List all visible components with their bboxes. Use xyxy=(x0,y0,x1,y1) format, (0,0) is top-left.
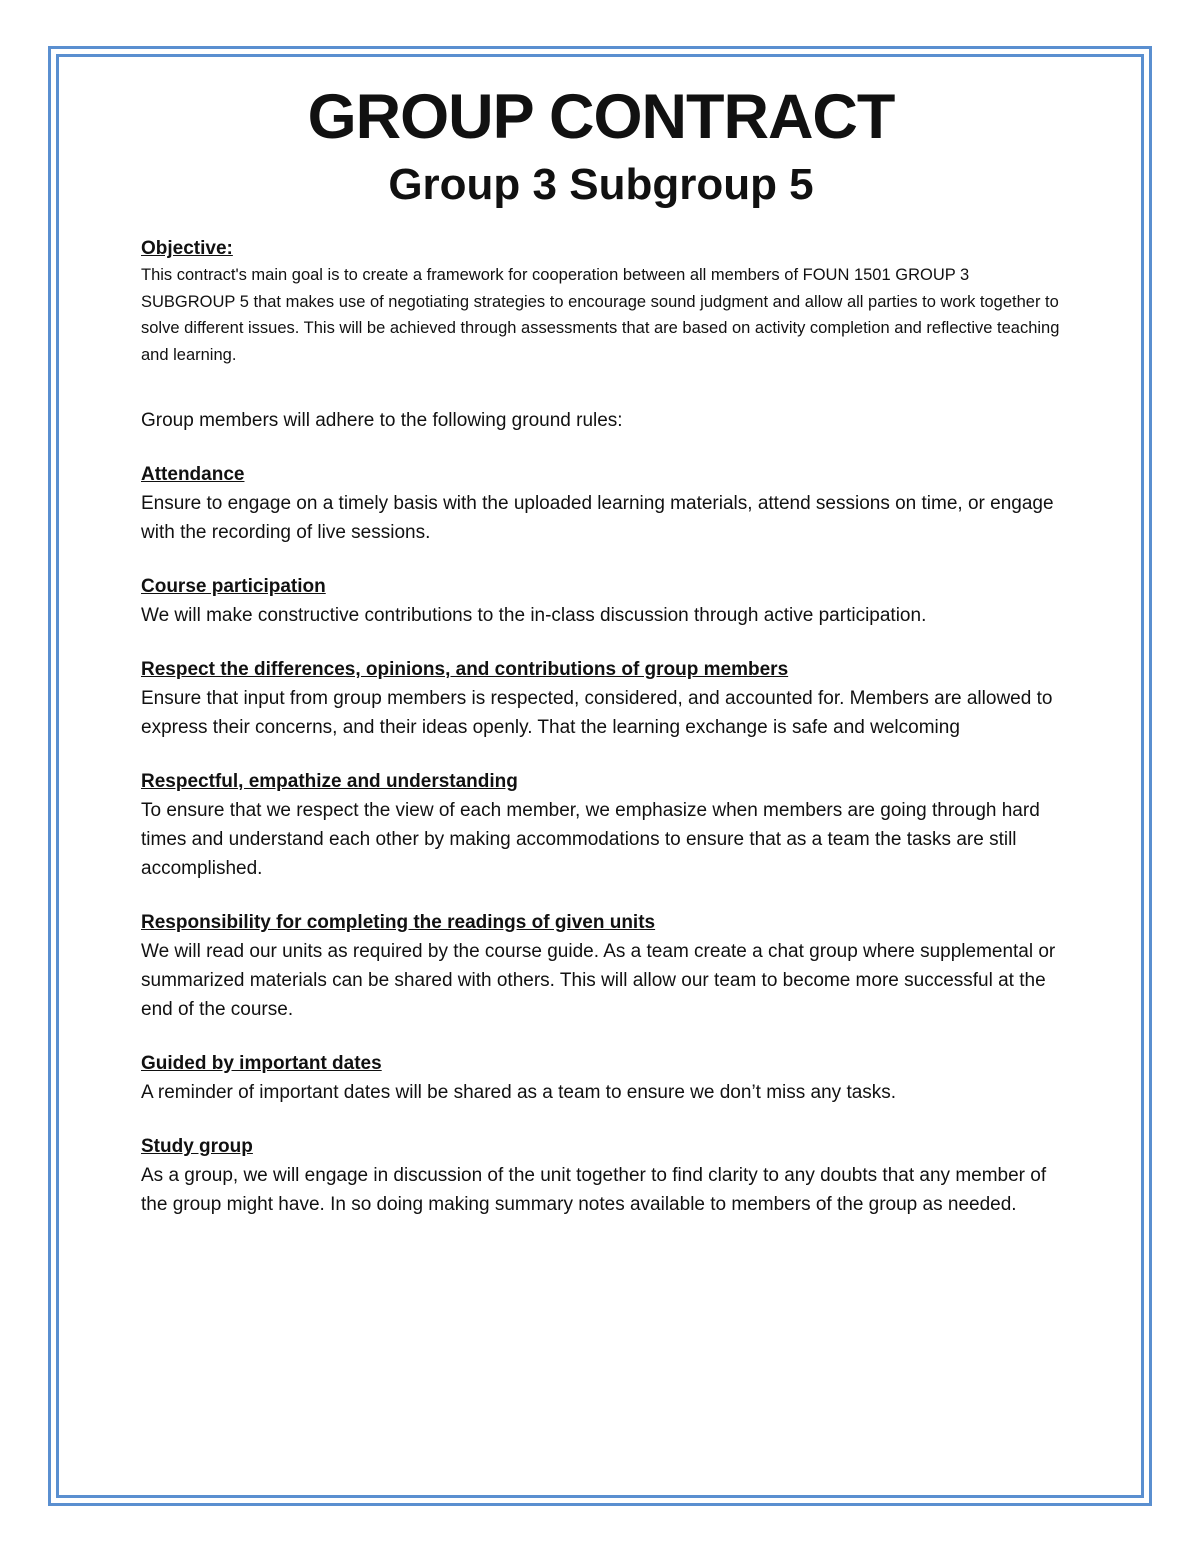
rule-important-dates xyxy=(141,1049,1061,1107)
rule-heading: Course participation xyxy=(141,576,326,597)
objective-text: This contract's main goal is to create a framework for cooperation between all members of FOUN 1501 GROUP 3 SUBGROUP 5 that makes use of negotiating strategies to encourage sound judgment and allow all parties to work together to solve different issues. This will be achieved through assessments that are based on activity completion and reflective teaching and learning. xyxy=(141,266,1060,364)
document-title: GROUP CONTRACT xyxy=(307,82,895,152)
rule-respectful-empathize xyxy=(141,767,1061,883)
objective-section xyxy=(141,236,1061,368)
document-subtitle: Group 3 Subgroup 5 xyxy=(388,160,814,209)
rule-text: We will read our units as required by the course guide. As a team create a chat group where supplemental or summarized materials can be shared with others. This will allow our team to become more successful at the end of the course. xyxy=(141,941,1056,1020)
rule-text: A reminder of important dates will be shared as a team to ensure we don’t miss any tasks. xyxy=(141,1082,897,1103)
rule-text: Ensure to engage on a timely basis with the uploaded learning materials, attend sessions on time, or engage with the recording of live sessions. xyxy=(141,493,1054,543)
rule-text: As a group, we will engage in discussion of the unit together to find clarity to any doubts that any member of the group might have. In so doing making summary notes available to members of the group as needed. xyxy=(141,1165,1047,1215)
rule-responsibility-readings xyxy=(141,908,1061,1024)
ground-rules-intro: Group members will adhere to the following ground rules: xyxy=(141,410,623,431)
rule-attendance xyxy=(141,460,1061,547)
document-content xyxy=(141,82,1061,1219)
rule-heading: Responsibility for completing the readings of given units xyxy=(141,912,656,933)
rule-text: Ensure that input from group members is respected, considered, and accounted for. Members are allowed to express their concerns, and their ideas openly. That the learning exchange is safe and welcoming xyxy=(141,688,1053,738)
rule-heading: Guided by important dates xyxy=(141,1053,382,1074)
rule-respect-differences xyxy=(141,655,1061,742)
rule-heading: Attendance xyxy=(141,464,245,485)
rule-study-group xyxy=(141,1132,1061,1219)
rule-text: To ensure that we respect the view of each member, we emphasize when members are going through hard times and understand each other by making accommodations to ensure that as a team the tasks are still accomplished. xyxy=(141,800,1040,879)
objective-heading: Objective: xyxy=(141,238,233,259)
rule-heading: Study group xyxy=(141,1136,253,1157)
rule-course-participation xyxy=(141,572,1061,630)
rule-text: We will make constructive contributions to the in-class discussion through active participation. xyxy=(141,605,927,626)
rule-heading: Respectful, empathize and understanding xyxy=(141,771,518,792)
rule-heading: Respect the differences, opinions, and contributions of group members xyxy=(141,659,789,680)
